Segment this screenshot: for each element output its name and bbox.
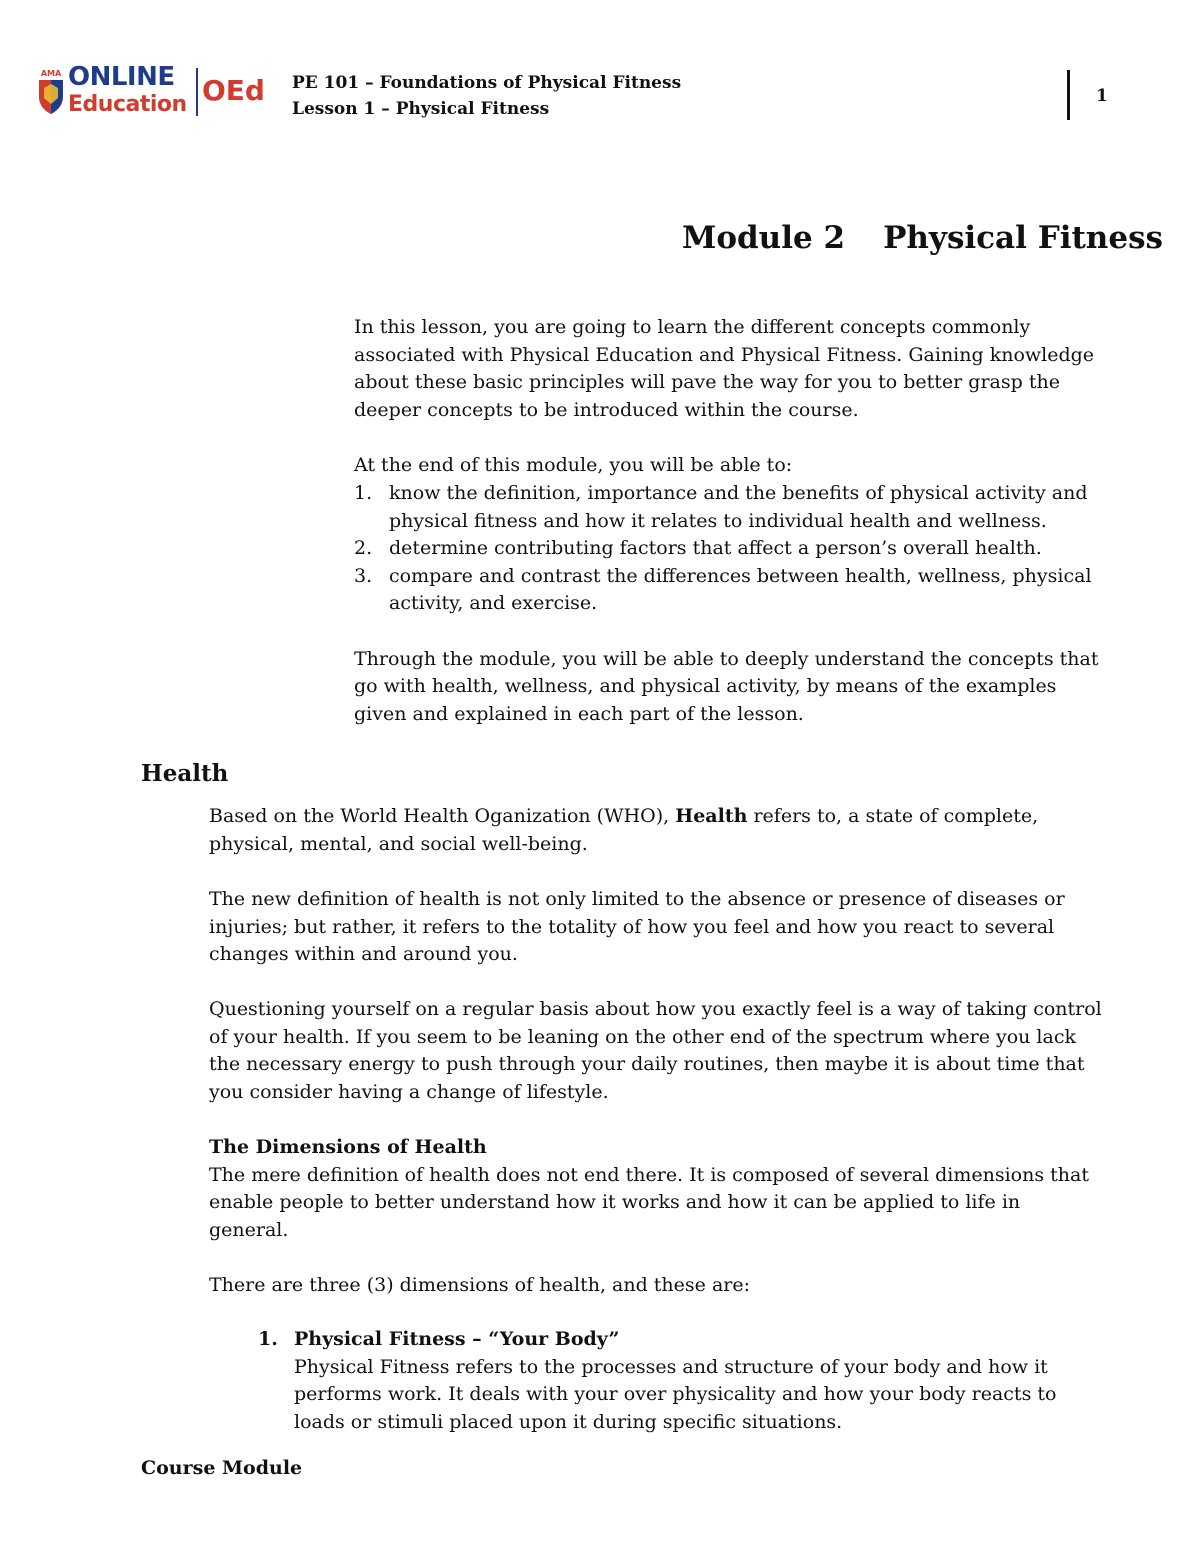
health-paragraph-2: [209, 886, 1065, 969]
objective-line: physical fitness and how it relates to individual health and wellness.: [389, 509, 1047, 532]
logo-divider: [196, 68, 198, 116]
paragraph-line: The mere definition of health does not end there. It is composed of several dimensions that: [209, 1163, 1089, 1186]
footer-label: Course Module: [141, 1457, 303, 1479]
paragraph-line: Questioning yourself on a regular basis about how you exactly feel is a way of taking control: [209, 998, 1102, 1020]
health-def-line: [209, 803, 1038, 831]
module-number: Module 2: [682, 220, 846, 256]
objective-number: 2.: [354, 537, 373, 560]
paragraph-line: you consider having a change of lifestyle.: [209, 1080, 609, 1103]
dimension-line: Physical Fitness refers to the processes and structure of your body and how it: [294, 1355, 1048, 1378]
intro-line: about these basic principles will pave the way for you to better grasp the: [354, 371, 1060, 394]
health-def-line: physical, mental, and social well-being.: [209, 832, 588, 855]
dimension-line: loads or stimuli placed upon it during specific situations.: [294, 1410, 843, 1433]
paragraph-line: of your health. If you seem to be leaning on the other end of the spectrum where you lack: [209, 1025, 1076, 1048]
health-def-after: refers to, a state of complete,: [747, 805, 1039, 827]
dimensions-lead: There are three (3) dimensions of health, and these are:: [209, 1273, 750, 1296]
objective-item: [354, 480, 1098, 535]
objectives-lead: At the end of this module, you will be able to:: [354, 453, 793, 476]
objective-item: [354, 563, 1098, 618]
logo-word-education: Education: [68, 92, 187, 117]
online-education-logo: [36, 62, 276, 124]
module-name: Physical Fitness: [883, 220, 1163, 256]
health-paragraph-3: [209, 996, 1102, 1106]
course-title: PE 101 – Foundations of Physical Fitness: [292, 73, 682, 93]
section-heading-health: Health: [141, 760, 229, 787]
health-definition: [209, 803, 1038, 858]
closing-line: Through the module, you will be able to deeply understand the concepts that: [354, 647, 1099, 670]
closing-line: go with health, wellness, and physical activity, by means of the examples: [354, 675, 1057, 698]
dimension-title: Physical Fitness – “Your Body”: [294, 1328, 620, 1350]
paragraph-line: the necessary energy to push through your daily routines, then maybe it is about time that: [209, 1053, 1085, 1076]
objective-line: determine contributing factors that affect a person’s overall health.: [389, 537, 1042, 560]
page-number: 1: [1096, 86, 1108, 106]
paragraph-line: enable people to better understand how it works and how it can be applied to life in: [209, 1191, 1021, 1214]
dimension-item: [258, 1326, 1057, 1436]
health-term: Health: [675, 805, 748, 827]
paragraph-line: general.: [209, 1218, 289, 1241]
dimension-number: 1.: [258, 1328, 278, 1350]
intro-line: associated with Physical Education and Physical Fitness. Gaining knowledge: [354, 343, 1095, 366]
paragraph-line: injuries; but rather, it refers to the totality of how you feel and how you react to several: [209, 915, 1055, 938]
logo-badge-text: AMA: [40, 69, 62, 78]
shield-crest-icon: [36, 68, 66, 116]
logo-mark-oed: OEd: [202, 74, 265, 107]
objective-line: know the definition, importance and the benefits of physical activity and: [389, 482, 1088, 504]
paragraph-line: The new definition of health is not only limited to the absence or presence of diseases or: [209, 888, 1065, 910]
intro-line: In this lesson, you are going to learn the different concepts commonly: [354, 316, 1031, 338]
intro-paragraph: [354, 314, 1094, 480]
objective-line: compare and contrast the differences between health, wellness, physical: [389, 564, 1092, 587]
objectives-list: [354, 480, 1098, 728]
intro-line: deeper concepts to be introduced within the course.: [354, 398, 859, 421]
objective-number: 3.: [354, 564, 373, 587]
dimensions-block: [209, 1134, 1089, 1300]
module-title: [682, 220, 1163, 256]
logo-word-online: ONLINE: [68, 62, 175, 92]
dimensions-heading: The Dimensions of Health: [209, 1136, 487, 1158]
paragraph-line: changes within and around you.: [209, 943, 518, 966]
header-divider: [1067, 70, 1070, 120]
health-def-before: Based on the World Health Oganization (WHO),: [209, 805, 676, 827]
objective-number: 1.: [354, 482, 373, 504]
dimension-line: performs work. It deals with your over physicality and how your body reacts to: [294, 1383, 1057, 1406]
objective-item: [354, 535, 1098, 563]
lesson-title: Lesson 1 – Physical Fitness: [292, 99, 550, 119]
closing-line: given and explained in each part of the lesson.: [354, 702, 804, 725]
objective-line: activity, and exercise.: [389, 592, 598, 615]
